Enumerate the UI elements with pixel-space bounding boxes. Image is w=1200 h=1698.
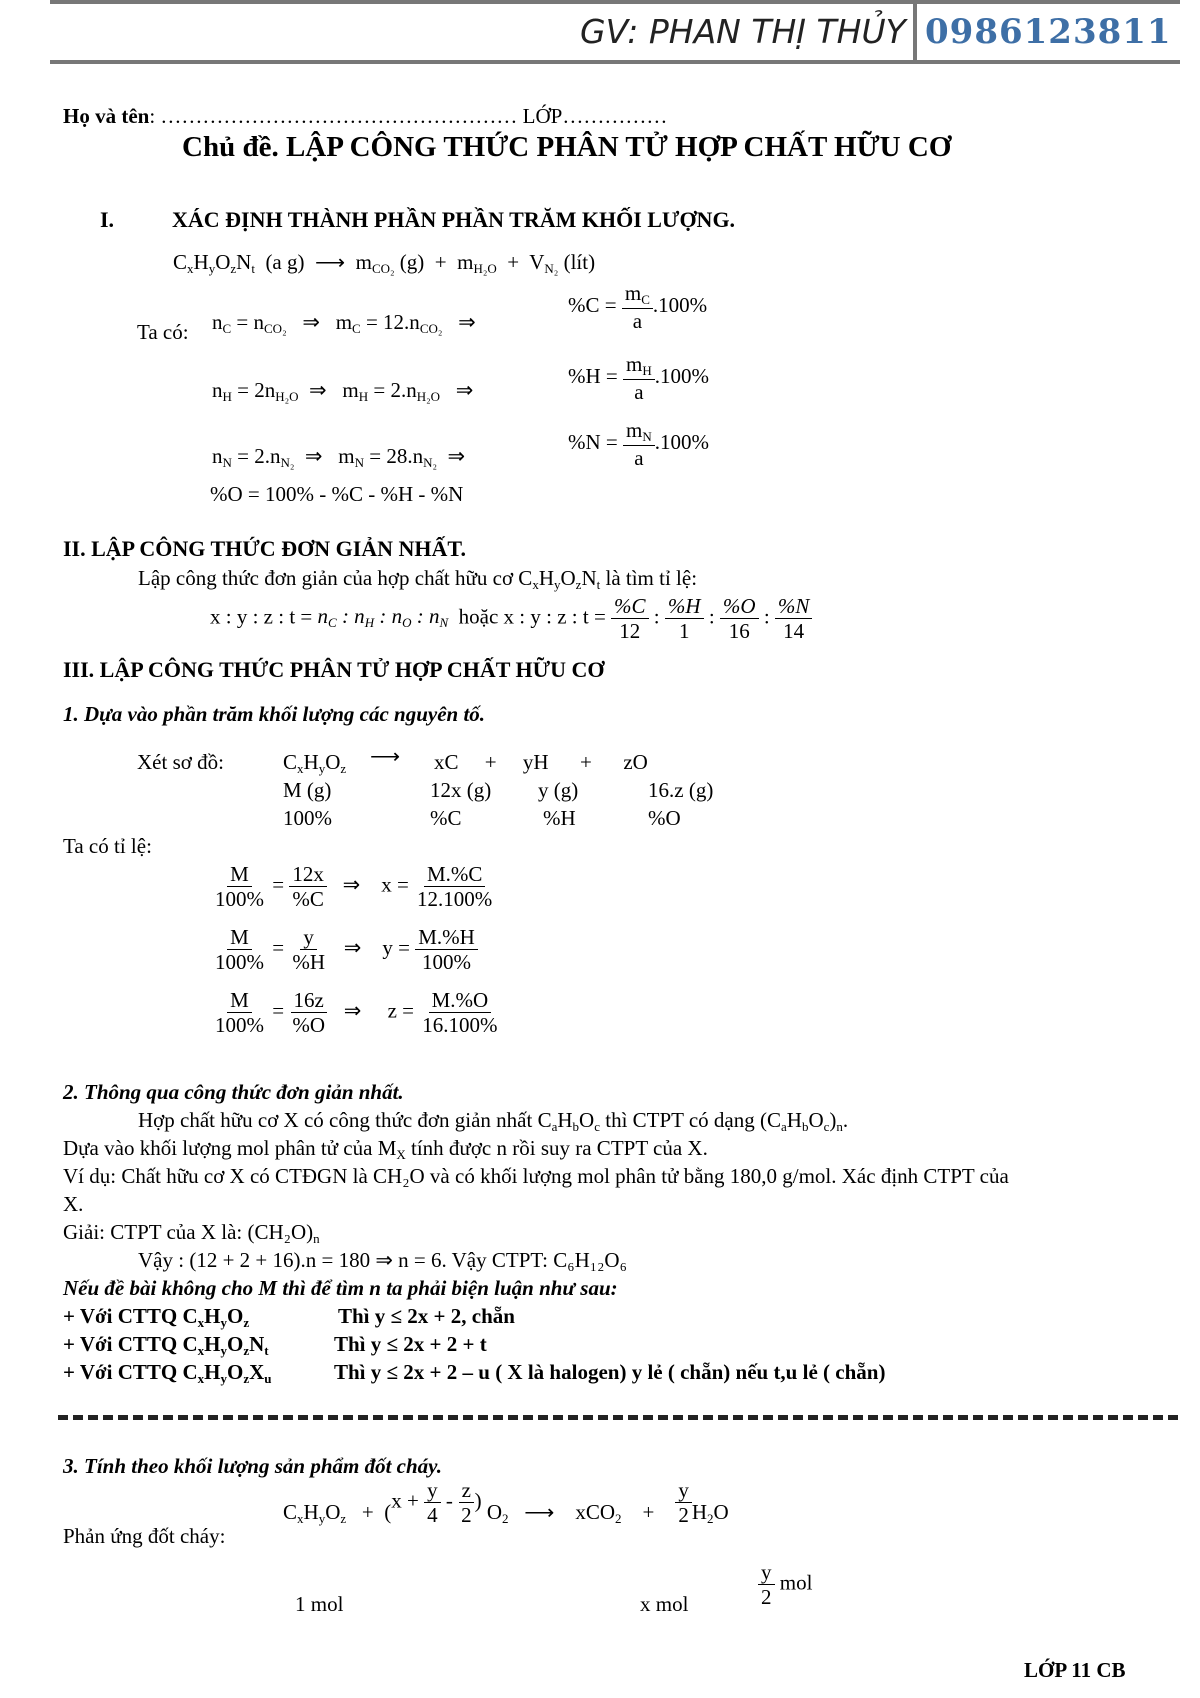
p2-example: Ví dụ: Chất hữu cơ X có CTĐGN là CH₂O và có khối lượng mol phân tử bằng 180,0 g/mol. Xác định CTPT của [63,1164,1009,1188]
rule-1-lhs: + Với CTTQ $C_xH_yO_z$ [63,1304,250,1330]
ratio-lhs: x : y : z : t = [210,604,313,629]
class-label: LỚP…………… [522,104,668,128]
scheme-r2-c4: 16.z (g) [648,778,714,802]
mol-y2: $\frac{y}{2}$ mol [758,1560,812,1609]
page-title: Chủ đề. LẬP CÔNG THỨC PHÂN TỬ HỢP CHẤT HỮU CƠ [182,131,952,163]
rule-3-rhs: Thì y ≤ 2x + 2 – u ( X là halogen) y lẻ ( chẵn) nếu t,u lẻ ( chẵn) [334,1360,886,1384]
subsection3-heading: 3. Tính theo khối lượng sản phẩm đốt cháy. [63,1454,442,1478]
section1-heading: XÁC ĐỊNH THÀNH PHẦN PHẦN TRĂM KHỐI LƯỢNG. [172,207,736,232]
name-label: Họ và tên [63,104,150,128]
p2-giai: Giải: CTPT của X là: $(CH_2O)_n$ [63,1220,320,1246]
mol-x: x mol [640,1592,689,1616]
scheme-row1: $C_xH_yO_z$ [283,750,347,776]
p2-note: Nếu đề bài không cho M thì để tìm n ta phải biện luận như sau: [63,1276,618,1300]
scheme-r2-c2: 12x (g) [430,778,492,802]
ratio-frac-o: $\frac{\%O}{16}$ [720,594,759,643]
header-bottom-rule [50,60,1180,64]
subsection1-heading: 1. Dựa vào phần trăm khối lượng các nguyên tố. [63,702,486,726]
scheme-r2-c1: M (g) [283,778,332,802]
header-top-rule [50,0,1180,4]
ratio-frac-c: $\frac{\%C}{12}$ [611,594,649,643]
ratio-line: x : y : z : $t = n_C$ : $n_H$ : $n_O$ : $n_N$ hoặc x : y : z : t = $\frac{\%C}{12}$ : $\frac{\%H}{1}$ : $\frac{\%O}{16}$ : $\frac{\%N}{14}$ [210,594,812,643]
carbon-relation: $n_C = n_{CO_2}$ ⇒ $m_C = 12.n_{CO_2}$ ⇒ [212,310,476,336]
header-divider [913,0,917,62]
section2-heading: II. LẬP CÔNG THỨC ĐƠN GIẢN NHẤT. [63,536,466,561]
ta-co-ti-le: Ta có tỉ lệ: [63,834,152,858]
scheme-r3-c2: %C [430,806,462,830]
hydrogen-relation: $n_H = 2n_{H_2O}$ ⇒ $m_H = 2.n_{H_2O}$ ⇒ [212,378,474,404]
scheme-r3-c1: 100% [283,806,332,830]
rule-1-rhs: Thì y ≤ 2x + 2, chẵn [338,1304,515,1328]
section3-heading: III. LẬP CÔNG THỨC PHÂN TỬ HỢP CHẤT HỮU CƠ [63,657,605,682]
teacher-name: GV: PHAN THỊ THỦY [580,12,906,51]
p2-line1: Hợp chất hữu cơ X có công thức đơn giản nhất $C_aH_bO_c$ thì CTPT có dạng $(C_aH_bO_c)_n$. [138,1108,849,1134]
scheme-row1-products: xC + yH + zO [434,750,648,774]
xet-so-do-label: Xét sơ đồ: [137,750,224,774]
scheme-r2-c3: y (g) [538,778,579,802]
x-formula: $\frac{M}{100\%}$ = $\frac{12x}{\%C}$ ⇒ x = $\frac{M.\%C}{12.100\%}$ [215,862,493,912]
combustion-label: Phản ứng đốt cháy: [63,1524,226,1548]
scheme-r3-c3: %H [543,806,576,830]
nitrogen-relation: $n_N = 2.n_{N_2}$ ⇒ $m_N = 28.n_{N_2}$ ⇒ [212,444,466,470]
section2-intro: Lập công thức đơn giản của hợp chất hữu cơ $C_xH_yO_zN_t$ là tìm tỉ lệ: [138,566,698,592]
rule-3-lhs: + Với CTTQ $C_xH_yO_zX_u$ [63,1360,272,1386]
ratio-frac-n: $\frac{\%N}{14}$ [775,594,813,643]
scheme-arrow: ⟶ [370,744,401,768]
p2-line2: Dựa vào khối lượng mol phân tử của $M_X$ tính được n rồi suy ra CTPT của X. [63,1136,708,1162]
ta-co-label: Ta có: [137,320,189,344]
p2-vay: Vậy : (12 + 2 + 16).n = 180 ⇒ n = 6. Vậy CTPT: C₆H₁₂O₆ [138,1248,627,1272]
section-divider [58,1415,1178,1420]
ratio-or: hoặc x : y : z : t = [458,604,606,629]
y-formula: $\frac{M}{100\%}$ = $\frac{y}{\%H}$ ⇒ y = $\frac{M.\%H}{100\%}$ [212,925,478,974]
mol-1: 1 mol [295,1592,344,1616]
rule-2-rhs: Thì y ≤ 2x + 2 + t [334,1332,487,1356]
combustion-equation: $C_xH_yO_z + (x$ + $\frac{y}{4}$ - $\frac{z}{2}$ ) $O_2$ ⟶ xCO$_2$ + $\frac{y}{2}$ $H_2O$ [283,1478,729,1528]
carbon-percent: %C = $\frac{m_C}{a}$ .100% [568,281,708,333]
ratio-frac-h: $\frac{\%H}{1}$ [665,594,704,643]
combustion-overview: $C_xH_yO_zN_t$ (a g) ⟶ $m_{CO_2}$ $(g) + m_{H_2O} + V_{N_2}$ (lít) [173,250,596,276]
footer-class: LỚP 11 CB [1024,1658,1126,1682]
rule-2-lhs: + Với CTTQ $C_xH_yO_zN_t$ [63,1332,269,1358]
student-line [63,104,667,129]
oxygen-percent: %O = 100% - %C - %H - %N [210,482,464,506]
hydrogen-percent: %H = $\frac{m_H}{a}$ .100% [568,352,709,404]
subsection2-heading: 2. Thông qua công thức đơn giản nhất. [63,1080,404,1104]
name-dots: : …………………………………………… [149,104,518,128]
scheme-r3-c4: %O [648,806,681,830]
nitrogen-percent: %N = $\frac{m_N}{a}$ .100% [568,418,709,470]
section1-number: I. [100,207,115,232]
z-formula: $\frac{M}{100\%}$ = $\frac{16z}{\%O}$ ⇒ z = $\frac{M.\%O}{16.100\%}$ [215,988,498,1038]
phone-number: 0986123811 [925,12,1172,52]
p2-example-x: X. [63,1192,84,1216]
